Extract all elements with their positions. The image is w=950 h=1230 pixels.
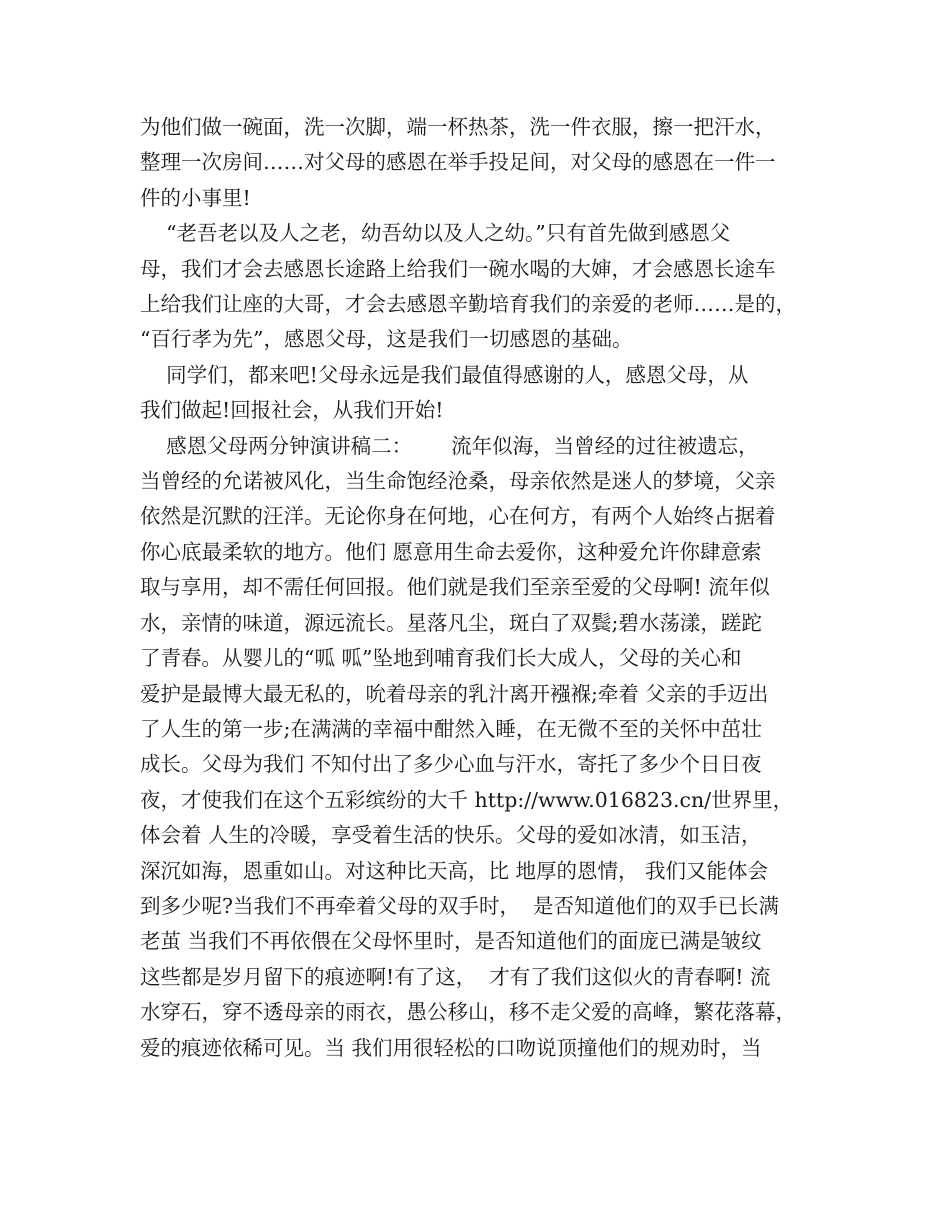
text-line: 你心底最柔软的地方。他们 愿意用生命去爱你，这种爱允许你肆意索 <box>140 539 762 564</box>
text-line: 我们做起!回报社会，从我们开始! <box>140 398 444 423</box>
text-line: 件的小事里! <box>140 185 251 210</box>
text-line: 了人生的第一步;在满满的幸福中酣然入睡，在无微不至的关怀中茁壮 <box>140 716 762 741</box>
text-line: 爱的痕迹依稀可见。当 我们用很轻松的口吻说顶撞他们的规劝时，当 <box>140 1035 762 1060</box>
text-line: 体会着 人生的冷暖，享受着生活的快乐。父母的爱如冰清，如玉洁， <box>140 823 762 848</box>
text-line: “老吾老以及人之老，幼吾幼以及人之幼。”只有首先做到感恩父 <box>140 221 731 246</box>
text-line: 同学们，都来吧!父母永远是我们最值得感谢的人，感恩父母，从 <box>140 362 749 387</box>
text-line: 感恩父母两分钟演讲稿二： 流年似海，当曾经的过往被遗忘， <box>140 433 759 458</box>
text-line: 了青春。从婴儿的“呱 呱”坠地到哺育我们长大成人，父母的关心和 <box>140 646 742 671</box>
text-line: “百行孝为先”，感恩父母，这是我们一切感恩的基础。 <box>140 327 633 352</box>
text-line: 当曾经的允诺被风化，当生命饱经沧桑，母亲依然是迷人的梦境，父亲 <box>140 469 776 494</box>
text-line: 水穿石，穿不透母亲的雨衣，愚公移山，移不走父爱的高峰，繁花落幕， <box>140 1000 796 1025</box>
text-line: 取与享用，却不需任何回报。他们就是我们至亲至爱的父母啊! 流年似 <box>140 575 770 600</box>
text-line: 上给我们让座的大哥，才会去感恩辛勤培育我们的亲爱的老师……是的， <box>140 292 796 317</box>
text-line: 这些都是岁月留下的痕迹啊!有了这， 才有了我们这似火的青春啊! 流 <box>140 964 771 989</box>
text-line: 到多少呢?当我们不再牵着父母的双手时， 是否知道他们的双手已长满 <box>140 893 780 918</box>
text-line: 夜，才使我们在这个五彩缤纷的大千 http://www.016823.cn/世界里， <box>140 787 794 812</box>
text-line: 为他们做一碗面，洗一次脚，端一杯热茶，洗一件衣服，擦一把汗水， <box>140 115 776 139</box>
text-line: 爱护是最博大最无私的，吮着母亲的乳汁离开襁褓;牵着 父亲的手迈出 <box>140 681 769 706</box>
text-line: 成长。父母为我们 不知付出了多少心血与汗水，寄托了多少个日日夜 <box>140 752 762 777</box>
text-line: 整理一次房间……对父母的感恩在举手投足间，对父母的感恩在一件一 <box>140 150 776 175</box>
text-line: 依然是沉默的汪洋。无论你身在何地，心在何方，有两个人始终占据着 <box>140 504 776 529</box>
text-line: 老茧 当我们不再依偎在父母怀里时，是否知道他们的面庞已满是皱纹 <box>140 929 762 954</box>
document-body <box>140 110 820 1066</box>
text-line: 母，我们才会去感恩长途路上给我们一碗水喝的大婶，才会感恩长途车 <box>140 256 776 281</box>
text-line: 水，亲情的味道，源远流长。星落凡尘，斑白了双鬓;碧水荡漾，蹉跎 <box>140 610 762 635</box>
text-line: 深沉如海，恩重如山。对这种比天高，比 地厚的恩情， 我们又能体会 <box>140 858 769 883</box>
